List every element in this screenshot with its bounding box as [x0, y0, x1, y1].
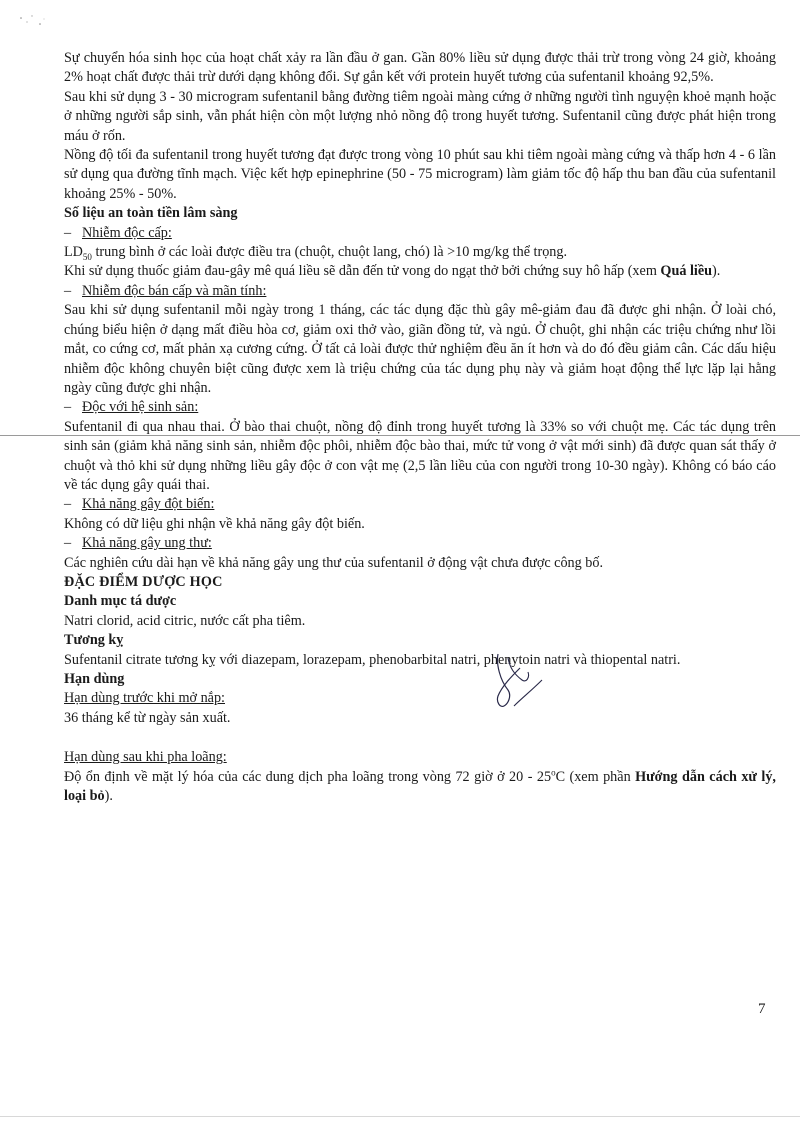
ld50-text [64, 243, 776, 262]
overdose-body: Khi sử dụng thuốc giảm đau-gây mê quá liều sẽ dẫn đến tử vong do ngạt thở bởi chứng suy hô hấp (xem [64, 263, 661, 280]
pk-paragraph-3: Nồng độ tối đa sufentanil trong huyết tương đạt được trong vòng 10 phút sau khi tiêm ngoài màng cứng và thấp hơn 4 - 6 lần sử dụng qua đường tĩnh mạch. Việc kết hợp epinephrine (50 - 75 microgram) làm giảm tốc độ hấp thu ban đầu của sufentanil khoảng 25% - 50%. [64, 147, 776, 202]
incompatibility-text: Sufentanil citrate tương kỵ với diazepam, lorazepam, phenobarbital natri, phenytoin natri và thiopental natri. [64, 651, 681, 668]
mutagenic-label: Khả năng gây đột biến: [82, 496, 215, 513]
ld-subscript: 50 [82, 251, 92, 262]
excipients-text: Natri clorid, acid citric, nước cất pha tiêm. [64, 612, 306, 629]
handwritten-signature [478, 650, 548, 712]
after-dilution-body: Độ ổn định về mặt lý hóa của các dung dịch pha loãng trong vòng 72 giờ ở 20 - 25 [64, 768, 552, 785]
ld-text: trung bình ở các loài được điều tra (chuột, chuột lang, chó) là >10 mg/kg thể trọng. [91, 244, 568, 261]
reproductive-toxicity-label: Độc với hệ sinh sản: [82, 399, 199, 416]
document-page [64, 49, 776, 806]
scan-bottom-edge [0, 1116, 800, 1117]
pharmaceutical-section-title: ĐẶC ĐIỂM DƯỢC HỌC [64, 573, 223, 590]
carcinogenic-text: Các nghiên cứu dài hạn về khả năng gây ung thư của sufentanil ở động vật chưa được công bố. [64, 554, 604, 571]
excipients-heading: Danh mục tá dược [64, 593, 177, 610]
shelf-life-before-open-title: Hạn dùng trước khi mở nắp: [64, 690, 225, 707]
reproductive-toxicity-title [64, 398, 776, 417]
carcinogenic-title [64, 534, 776, 553]
overdose-end: ). [712, 263, 721, 280]
carcinogenic-label: Khả năng gây ung thư: [82, 535, 212, 552]
overdose-reference: Quá liều [660, 263, 713, 280]
incompatibility-heading: Tương kỵ [64, 632, 124, 649]
dash-bullet: – [64, 399, 72, 416]
preclinical-heading: Số liệu an toàn tiền lâm sàng [64, 205, 238, 222]
degree-superscript: o [551, 766, 556, 777]
dash-bullet: – [64, 535, 72, 552]
ld-prefix: LD [64, 244, 83, 261]
pk-paragraph-1: Sự chuyển hóa sinh học của hoạt chất xảy ra lần đầu ở gan. Gần 80% liều sử dụng được thải trừ trong vòng 24 giờ, khoảng 2% hoạt chất được thải trừ dưới dạng không đổi. Sự gắn kết với protein huyết tương của sufentanil khoảng 92,5%. [64, 50, 776, 86]
after-dilution-mid: C (xem phần [555, 768, 636, 785]
scan-specks [18, 10, 58, 30]
shelf-life-after-dilution-text [64, 768, 776, 807]
dash-bullet: – [64, 496, 72, 513]
overdose-text [64, 262, 776, 281]
shelf-life-before-open-text: 36 tháng kể từ ngày sản xuất. [64, 709, 231, 726]
after-dilution-end: ). [104, 788, 113, 805]
subacute-toxicity-title [64, 282, 776, 301]
page-number: 7 [758, 1001, 766, 1017]
pk-paragraph-2: Sau khi sử dụng 3 - 30 microgram sufentanil bằng đường tiêm ngoài màng cứng ở những người tình nguyện khoẻ mạnh hoặc ở những người sắp sinh, vẫn phát hiện còn một lượng nhỏ nồng độ trong huyết tương. Sufentanil cũng được phát hiện trong máu ở rốn. [64, 88, 776, 144]
after-dilution-reference: Hướng dẫn cách xử lý, loại bỏ [64, 768, 776, 805]
shelf-life-after-dilution-title: Hạn dùng sau khi pha loãng: [64, 749, 227, 766]
subacute-toxicity-label: Nhiễm độc bán cấp và mãn tính: [82, 282, 267, 299]
mutagenic-title [64, 495, 776, 514]
subacute-toxicity-text: Sau khi sử dụng sufentanil mỗi ngày trong 1 tháng, các tác dụng đặc thù gây mê-giảm đau đã được ghi nhận. Ở loài chó, chúng biểu hiện ở dạng mất điều hòa cơ, giảm oxi thở vào, giãn đồng tử, và ngủ. Ở chuột, ghi nhận các triệu chứng như lồi mắt, co cứng cơ, mất phản xạ cương cứng. Ở tất cả loài được thử nghiệm đều ăn ít hơn và do đó đều giảm cân. Các dấu hiệu nhiễm độc không chuyên biệt cũng được xem là triệu chứng của tác dụng phụ này và giảm hoạt động thể lực lặp lại hằng ngày cũng được ghi nhận. [64, 302, 776, 396]
mutagenic-text: Không có dữ liệu ghi nhận về khả năng gây đột biến. [64, 515, 365, 532]
shelf-life-heading: Hạn dùng [64, 671, 125, 687]
acute-toxicity-label: Nhiễm độc cấp: [82, 224, 172, 241]
dash-bullet: – [64, 224, 72, 241]
dash-bullet: – [64, 282, 72, 299]
reproductive-toxicity-text: Sufentanil đi qua nhau thai. Ở bào thai chuột, nồng độ đỉnh trong huyết tương là 33% so với chuột mẹ. Các tác dụng trên sinh sản (giảm khả năng sinh sản, nhiễm độc phôi, nhiễm độc bào thai, mức tử vong ở vật mới sinh) đã được quan sát thấy ở chuột và thỏ khi sử dụng những liều gây độc ở con vật mẹ (2,5 lần liều của con người trong 10-30 ngày). Không có báo cáo về tác dụng gây quái thai. [64, 418, 776, 493]
acute-toxicity-title [64, 224, 776, 243]
